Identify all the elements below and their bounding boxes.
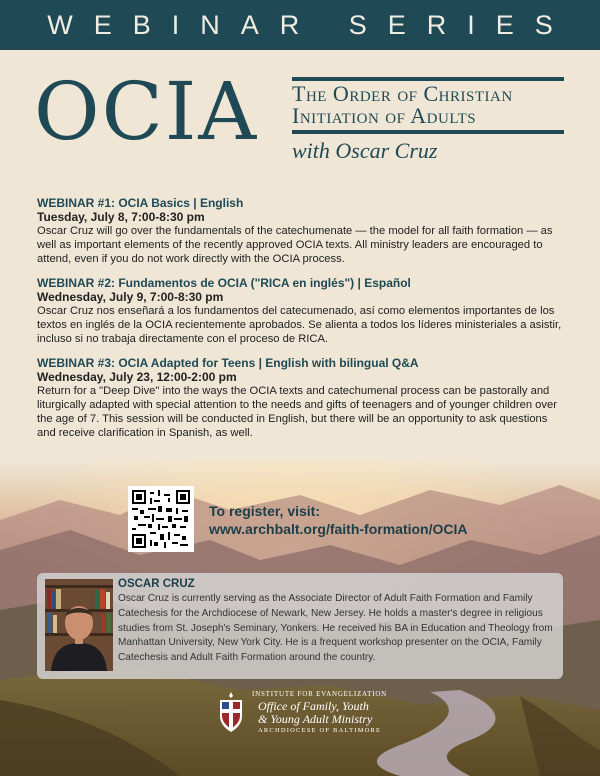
ministry-logo [218, 690, 388, 740]
presenter-photo [45, 579, 113, 671]
webinar-title: WEBINAR #1: OCIA Basics | English [37, 196, 244, 210]
banner-title: WEBINAR SERIES [47, 9, 574, 40]
logo-institute: INSTITUTE FOR EVANGELIZATION [252, 690, 388, 698]
webinar-list [37, 196, 567, 450]
event-content [0, 50, 600, 460]
logo-office-line-1: Office of Family, Youth [258, 699, 369, 713]
subtitle-line-1: The Order of Christian [292, 81, 513, 106]
presenter-line: with Oscar Cruz [292, 138, 438, 163]
register-label: To register, visit: [209, 503, 320, 519]
ocia-acronym: OCIA [34, 65, 259, 158]
webinar-description: Return for a "Deep Dive" into the ways the OCIA texts and catechumenal process can be pastorally and liturgically adapted with special attention to the needs and gifts of teenagers and of younger children over the age of 7. This session will be conducted in English, but there will be an opportunity to ask questions and receive clarification in Spanish, as well. [37, 385, 557, 439]
webinar-title: WEBINAR #3: OCIA Adapted for Teens | English with bilingual Q&A [37, 356, 419, 370]
presenter-name: OSCAR CRUZ [118, 578, 195, 590]
webinar-title: WEBINAR #2: Fundamentos de OCIA ("RICA en inglés") | Español [37, 276, 411, 290]
webinar-item [37, 276, 567, 346]
logo-office-line-2: & Young Adult Ministry [258, 712, 373, 726]
webinar-item [37, 196, 567, 266]
webinar-date: Tuesday, July 8, 7:00-8:30 pm [37, 210, 205, 224]
webinar-date: Wednesday, July 9, 7:00-8:30 pm [37, 290, 224, 304]
webinar-description: Oscar Cruz nos enseñará a los fundamentos del catecumenado, así como elementos importantes de los textos en inglés de la OCIA recientemente aprobados. Se alienta a todos los líderes ministeriales a asistir, incluso si no trabaja directamente con el proceso de RICA. [37, 305, 562, 345]
top-banner [0, 0, 600, 50]
event-subtitle [292, 83, 567, 127]
register-link[interactable]: www.archbalt.org/faith-formation/OCIA [209, 521, 468, 537]
webinar-description: Oscar Cruz will go over the fundamentals of the catechumenate — the model for all faith formation — as well as important elements of the recently approved OCIA texts. All ministry leaders are encouraged to attend, even if you do not work directly with the OCIA process. [37, 225, 553, 265]
logo-archdiocese: ARCHDIOCESE OF BALTIMORE [258, 727, 382, 734]
subtitle-line-2: Initiation of Adults [292, 103, 477, 128]
webinar-date: Wednesday, July 23, 12:00-2:00 pm [37, 370, 237, 384]
title-rule-bottom [292, 130, 564, 134]
qr-code[interactable] [128, 486, 194, 552]
presenter-bio-text: Oscar Cruz is currently serving as the Associate Director of Adult Faith Formation and Family Catechesis for the Archdiocese of Newark, New Jersey. He holds a master's degree in religious studies from St. Joseph's Seminary, Yonkers. He received his BA in Education and Theology from Manhattan University, New York City. He is a frequent workshop presenter on the OCIA, Family Catechesis and Adult Faith Formation around the country. [118, 593, 553, 664]
shield-icon [218, 692, 244, 732]
presenter-bio-card [37, 573, 563, 679]
webinar-item [37, 356, 567, 440]
